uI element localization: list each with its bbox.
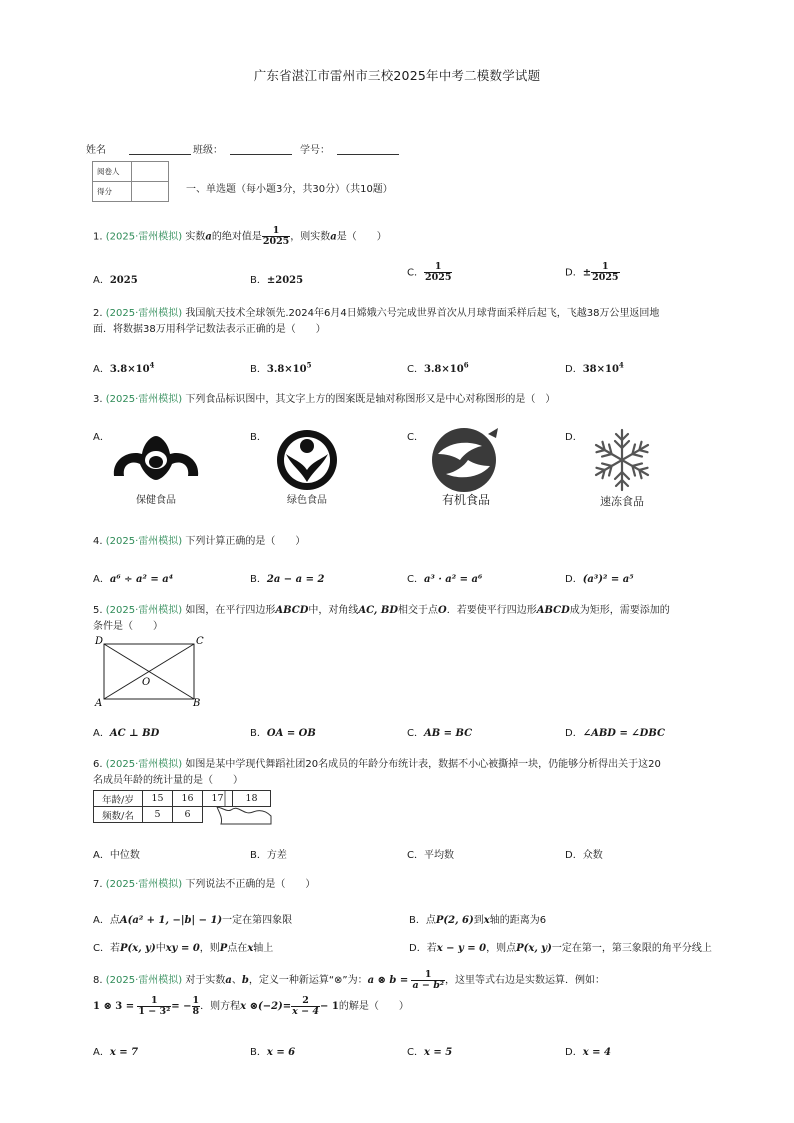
- q8-option-a[interactable]: A．x = 7: [93, 1047, 139, 1058]
- vertex-a: A: [95, 698, 103, 708]
- q6-option-d[interactable]: D．众数: [565, 850, 603, 861]
- id-field[interactable]: [300, 141, 399, 156]
- q5-option-a[interactable]: A．AC ⊥ BD: [93, 728, 160, 739]
- score-cell[interactable]: [132, 182, 169, 202]
- frozen-food-logo[interactable]: [582, 424, 662, 509]
- vertex-b: B: [193, 698, 201, 708]
- q2-option-b[interactable]: B．$3.8\times 10^5$: [250, 360, 312, 375]
- organic-food-icon: [424, 424, 508, 492]
- q2-option-c[interactable]: C．$3.8\times 10^6$: [407, 360, 469, 375]
- q1-option-b[interactable]: B．±2025: [250, 275, 304, 286]
- point-o: O: [142, 677, 151, 688]
- name-blank[interactable]: [129, 144, 191, 155]
- green-food-icon: [262, 428, 352, 492]
- q7-option-b[interactable]: B．点P(2, 6)到x轴的距离为6: [409, 915, 547, 926]
- q7-option-c[interactable]: C．若P(x, y)中xy = 0，则P点在x轴上: [93, 943, 274, 954]
- vertex-d: D: [95, 636, 104, 647]
- name-field[interactable]: [86, 141, 191, 156]
- question-6: 6. (2025·雷州模拟) 如图是某中学现代舞蹈社团20名成员的年龄分布统计表，数据不小心被撕掉一块，仍能够分析得出关于这20 名成员年龄的统计量的是（ ）: [93, 759, 661, 786]
- score-label: 得分: [93, 182, 132, 202]
- organic-food-logo[interactable]: [424, 424, 508, 508]
- id-blank[interactable]: [337, 144, 399, 155]
- q2-option-d[interactable]: D．$38\times 10^4$: [565, 360, 624, 375]
- score-box: [92, 161, 169, 202]
- logo-caption: 绿色食品: [287, 495, 327, 506]
- health-food-logo[interactable]: [108, 428, 204, 506]
- snowflake-icon: [582, 424, 662, 492]
- q4-option-d[interactable]: D．(a³)² = a⁵: [565, 574, 634, 585]
- q8-option-c[interactable]: C．x = 5: [407, 1047, 453, 1058]
- question-2: 2. (2025·雷州模拟) 我国航天技术全球领先.2024年6月4日嫦娥六号完成世界首次从月球背面采样后起飞，飞越38万公里返回地 面．将数据38万用科学记数法表示正确的是（ ）: [93, 308, 660, 335]
- grader-cell[interactable]: [132, 162, 169, 182]
- q4-option-c[interactable]: C．a³ · a² = a⁶: [407, 574, 483, 585]
- q3-option-c-letter[interactable]: C．: [407, 432, 424, 443]
- question-7: 7. (2025·雷州模拟) 下列说法不正确的是（ ）: [93, 879, 316, 890]
- name-label: 姓名: [86, 145, 106, 156]
- logo-caption: 保健食品: [136, 495, 176, 506]
- table-cell: 6: [173, 807, 203, 823]
- logo-caption: 有机食品: [441, 493, 490, 507]
- rectangle-diagram-icon: [92, 634, 212, 708]
- table-cell: 16: [173, 791, 203, 807]
- green-food-logo[interactable]: [262, 428, 352, 506]
- question-8: 8. (2025·雷州模拟) 对于实数a、b，定义一种新运算“⊗”为：a ⊗ b = $\frac{1}{\text{a − b²}}$ ，这里等式右边是实数运算．例如： 1 ⊗ 3 = $\frac{1}{\text{1 − 3²}}$ = − $\frac{1}{8}$ ．则方程x ⊗(−2)= $\frac{2}{x - 4}$ − 1的解是（ ）: [93, 968, 606, 1017]
- class-label: 班级：: [193, 145, 223, 156]
- vertex-c: C: [196, 636, 204, 647]
- class-field[interactable]: [193, 141, 292, 156]
- q1-option-d[interactable]: D．± $\frac{1}{2025}$: [565, 261, 619, 283]
- q6-option-a[interactable]: A．中位数: [93, 850, 140, 861]
- class-blank[interactable]: [230, 144, 292, 155]
- q3-option-a-letter[interactable]: A．: [93, 432, 110, 443]
- q8-option-b[interactable]: B．x = 6: [250, 1047, 296, 1058]
- table-cell: 5: [143, 807, 173, 823]
- question-3: 3. (2025·雷州模拟) 下列食品标识图中，其文字上方的图案既是轴对称图形又是中心对称图形的是（ ）: [93, 394, 556, 405]
- q-source: (2025·雷州模拟): [105, 231, 183, 243]
- health-food-icon: [108, 428, 204, 490]
- q7-option-a[interactable]: A．点A(a² + 1, −|b| − 1)一定在第四象限: [93, 915, 293, 926]
- page-title: 广东省湛江市雷州市三校2025年中考二模数学试题: [253, 68, 541, 83]
- q8-option-d[interactable]: D．x = 4: [565, 1047, 611, 1058]
- table-cell: 15: [143, 791, 173, 807]
- q1-option-c[interactable]: C． $\frac{1}{2025}$: [407, 261, 452, 283]
- q6-option-b[interactable]: B．方差: [250, 850, 287, 861]
- id-label: 学号：: [300, 145, 330, 156]
- q2-option-a[interactable]: A．$3.8\times 10^4$: [93, 360, 155, 375]
- torn-edge-icon: [93, 790, 293, 826]
- q3-option-b-letter[interactable]: B．: [250, 432, 267, 443]
- logo-caption: 速冻食品: [600, 495, 644, 508]
- q4-option-b[interactable]: B．2a − a = 2: [250, 574, 325, 585]
- age-table: [93, 790, 293, 826]
- q5-option-c[interactable]: C．AB = BC: [407, 728, 473, 739]
- q6-option-c[interactable]: C．平均数: [407, 850, 454, 861]
- table-cell: 17: [203, 791, 233, 807]
- grader-label: 阅卷人: [93, 162, 132, 182]
- table-header-cell: 年龄/岁: [94, 791, 143, 807]
- q5-option-b[interactable]: B．OA = OB: [250, 728, 316, 739]
- question-4: 4. (2025·雷州模拟) 下列计算正确的是（ ）: [93, 536, 306, 547]
- q7-option-d[interactable]: D．若x − y = 0，则点P(x, y)一定在第一，第三象限的角平分线上: [409, 943, 712, 954]
- fraction: $\frac{1}{2025}$: [262, 225, 290, 247]
- q3-option-d-letter[interactable]: D．: [565, 432, 583, 443]
- question-5: 5. (2025·雷州模拟) 如图，在平行四边形ABCD中，对角线AC, BD相交于点O．若要使平行四边形ABCD成为矩形，需要添加的 条件是（ ）: [93, 605, 670, 632]
- question-1: 1. (2025·雷州模拟) 实数a的绝对值是 $\frac{1}{2025}$ ，则实数a是（ ）: [93, 225, 387, 247]
- q4-option-a[interactable]: A．a⁶ ÷ a² = a⁴: [93, 574, 174, 585]
- q-number: 1.: [93, 231, 103, 243]
- table-header-cell: 频数/名: [94, 807, 143, 823]
- q1-option-a[interactable]: A．2025: [93, 275, 138, 286]
- section-heading: 一、单选题（每小题3分，共30分）（共10题）: [186, 184, 393, 195]
- q5-option-d[interactable]: D．∠ABD = ∠DBC: [565, 728, 665, 739]
- parallelogram-figure: [92, 634, 212, 708]
- table-cell: 18: [233, 791, 271, 807]
